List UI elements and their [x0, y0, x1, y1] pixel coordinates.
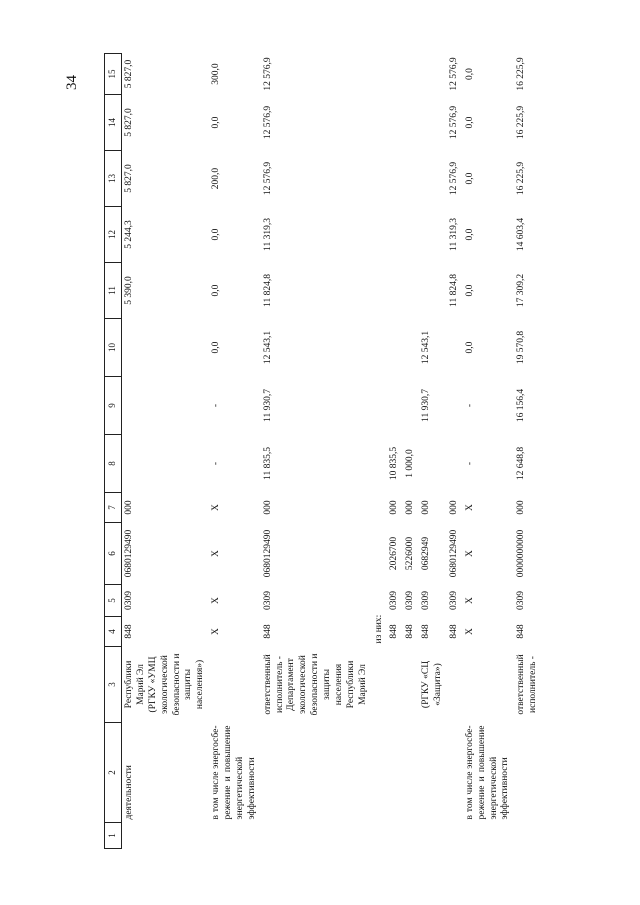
cell-col9: 11 930,7 — [421, 389, 432, 422]
cell-col2 — [261, 723, 372, 823]
cell-col9 — [447, 377, 463, 435]
cell-col4: 848 — [124, 624, 134, 639]
cell-col12 — [372, 207, 388, 263]
column-number-11: 11 — [105, 263, 122, 319]
cell-col6: 5226000 — [405, 536, 416, 571]
cell-col4: 848 — [448, 624, 459, 639]
cell-col13: 5 827,0 — [124, 164, 134, 193]
table-row — [209, 54, 261, 849]
cell-col12: 11 319,3 — [262, 218, 273, 251]
cell-col5: X — [464, 597, 475, 604]
cell-col3 — [387, 647, 403, 723]
cell-col11: 11 824,8 — [262, 274, 273, 307]
cell-col12 — [403, 207, 419, 263]
column-number-6: 6 — [105, 523, 122, 585]
cell-col9: - — [211, 403, 222, 408]
cell-col11 — [419, 263, 447, 319]
cell-col4: 848 — [421, 624, 432, 639]
column-number-9: 9 — [105, 377, 122, 435]
cell-col5: 0309 — [405, 591, 416, 610]
cell-col10 — [447, 319, 463, 377]
cell-col3 — [403, 647, 419, 723]
cell-col11: 17 309,2 — [516, 273, 527, 308]
cell-col2 — [514, 723, 542, 823]
cell-col3 — [463, 647, 515, 723]
column-number-3: 3 — [105, 647, 122, 723]
cell-col5: 0309 — [448, 591, 459, 610]
cell-col8 — [419, 435, 447, 493]
cell-col12: 0,0 — [211, 228, 222, 241]
cell-col6 — [372, 523, 388, 585]
cell-col6: 0680129490 — [448, 529, 459, 578]
cell-col12: 0,0 — [464, 228, 475, 241]
cell-col2 — [419, 723, 447, 823]
cell-col6: 0000000000 — [516, 529, 527, 578]
budget-table — [104, 53, 542, 849]
column-number-10: 10 — [105, 319, 122, 377]
table-row — [447, 54, 463, 849]
column-number-5: 5 — [105, 585, 122, 617]
cell-col15: 16 225,9 — [516, 57, 527, 91]
cell-col2: в том числе энергосбе-режение и повышение энергетической эффективности — [464, 725, 511, 820]
cell-col2 — [372, 723, 388, 823]
cell-col12: 11 319,3 — [448, 218, 459, 251]
cell-col14 — [372, 95, 388, 151]
cell-col9: 11 930,7 — [262, 389, 273, 422]
cell-col5 — [372, 585, 388, 617]
cell-col11: 0,0 — [464, 284, 475, 297]
cell-col8 — [447, 435, 463, 493]
cell-col15 — [403, 54, 419, 95]
cell-col2 — [447, 723, 463, 823]
cell-col8: 1 000,0 — [405, 449, 416, 478]
cell-col5: 0309 — [389, 591, 400, 610]
cell-col5: 0309 — [262, 591, 273, 610]
cell-col15: 300,0 — [211, 63, 222, 85]
cell-col4: из них: — [373, 614, 384, 644]
cell-col6: 0680129490 — [124, 529, 134, 578]
cell-col10: 12 543,1 — [262, 330, 273, 365]
cell-col15: 0,0 — [464, 68, 475, 80]
cell-col10 — [403, 319, 419, 377]
cell-empty — [447, 823, 463, 849]
cell-col11: 0,0 — [211, 284, 222, 297]
cell-col8: - — [211, 461, 222, 466]
cell-col6: 0682949 — [421, 536, 432, 571]
cell-col7: 000 — [262, 500, 273, 515]
cell-empty — [403, 823, 419, 849]
cell-col10: 19 570,8 — [516, 330, 527, 365]
cell-col2: деятельности — [124, 765, 134, 820]
cell-col7 — [372, 493, 388, 523]
column-number-7: 7 — [105, 493, 122, 523]
cell-empty — [514, 823, 542, 849]
cell-col7: X — [464, 504, 475, 511]
cell-col10 — [122, 319, 210, 377]
cell-col15 — [387, 54, 403, 95]
cell-col4: 848 — [262, 624, 273, 639]
column-number-4: 4 — [105, 617, 122, 647]
cell-col13 — [403, 151, 419, 207]
cell-col14: 12 576,9 — [262, 105, 273, 140]
cell-col7: 000 — [124, 500, 134, 515]
rotated-page — [64, 54, 640, 849]
cell-col3: Республики Марий Эл (РГКУ «УМЦ экологической безопасности и защиты населения») — [124, 653, 206, 716]
table-body — [122, 54, 543, 849]
table-row — [122, 54, 210, 849]
cell-col12 — [419, 207, 447, 263]
cell-col9: 16 156,4 — [516, 388, 527, 423]
cell-col11 — [403, 263, 419, 319]
cell-col10 — [387, 319, 403, 377]
column-number-15: 15 — [105, 54, 122, 95]
cell-col8: 10 835,5 — [389, 446, 400, 481]
cell-col9 — [403, 377, 419, 435]
cell-col7: 000 — [448, 500, 459, 515]
cell-empty — [419, 823, 447, 849]
cell-col13: 0,0 — [464, 172, 475, 185]
cell-col13: 12 576,9 — [448, 161, 459, 196]
page-number: 34 — [64, 75, 80, 90]
cell-col3: ответственный исполнитель - — [516, 654, 539, 715]
column-numbers-row — [105, 54, 122, 849]
cell-col7: 000 — [389, 500, 400, 515]
cell-col14: 12 576,9 — [448, 105, 459, 140]
cell-col3 — [372, 647, 388, 723]
cell-col7: 000 — [516, 500, 527, 515]
cell-col10: 12 543,1 — [421, 330, 432, 365]
cell-empty — [372, 823, 388, 849]
cell-col15: 12 576,9 — [262, 57, 273, 91]
cell-col13: 12 576,9 — [262, 161, 273, 196]
cell-col3: (РГКУ «СЦ «Защита») — [421, 660, 443, 709]
cell-col7: X — [211, 504, 222, 511]
cell-col11 — [387, 263, 403, 319]
cell-col4: 848 — [405, 624, 416, 639]
cell-col5: 0309 — [421, 591, 432, 610]
cell-col12: 5 244,3 — [124, 220, 134, 249]
cell-col3: ответственный исполнитель - Департамент экологической безопасности и защиты населения Республики Марий Эл — [262, 653, 368, 716]
cell-col10 — [372, 319, 388, 377]
cell-col6: X — [211, 550, 222, 557]
cell-empty — [387, 823, 403, 849]
cell-col11: 5 390,0 — [124, 276, 134, 305]
cell-col11 — [372, 263, 388, 319]
cell-col8: 12 648,8 — [516, 446, 527, 481]
column-number-8: 8 — [105, 435, 122, 493]
cell-col12 — [387, 207, 403, 263]
cell-col6: 2026700 — [389, 536, 400, 571]
cell-col5: X — [211, 597, 222, 604]
cell-col14: 0,0 — [464, 116, 475, 129]
cell-col4: X — [464, 628, 475, 635]
cell-col3 — [209, 647, 261, 723]
cell-col13: 200,0 — [211, 167, 222, 190]
column-number-14: 14 — [105, 95, 122, 151]
cell-col8: 11 835,5 — [262, 447, 273, 480]
cell-col5: 0309 — [516, 591, 527, 610]
cell-col8: - — [464, 461, 475, 466]
table-row — [372, 54, 388, 849]
cell-col9 — [372, 377, 388, 435]
cell-col14: 0,0 — [211, 116, 222, 129]
cell-empty — [209, 823, 261, 849]
cell-empty — [261, 823, 372, 849]
cell-col14 — [387, 95, 403, 151]
cell-col6: X — [464, 550, 475, 557]
table-row — [403, 54, 419, 849]
cell-col7: 000 — [405, 500, 416, 515]
cell-col15 — [372, 54, 388, 95]
cell-col9 — [122, 377, 210, 435]
cell-col5: 0309 — [124, 591, 134, 610]
column-number-1: 1 — [105, 823, 122, 849]
table-row — [514, 54, 542, 849]
cell-col15: 12 576,9 — [448, 57, 459, 91]
cell-col7: 000 — [421, 500, 432, 515]
cell-col12: 14 603,4 — [516, 217, 527, 252]
cell-col2: в том числе энергосбе-режение и повышение энергетической эффективности — [211, 725, 257, 820]
table-row — [419, 54, 447, 849]
cell-col14 — [403, 95, 419, 151]
cell-col10: 0,0 — [211, 341, 222, 354]
cell-col14: 5 827,0 — [124, 108, 134, 137]
cell-col15 — [419, 54, 447, 95]
cell-col14 — [419, 95, 447, 151]
cell-col11: 11 824,8 — [448, 274, 459, 307]
cell-col13 — [387, 151, 403, 207]
cell-col13 — [419, 151, 447, 207]
cell-col10: 0,0 — [464, 341, 475, 354]
table-row — [261, 54, 372, 849]
cell-col8 — [372, 435, 388, 493]
column-number-12: 12 — [105, 207, 122, 263]
cell-col3 — [447, 647, 463, 723]
cell-col4: 848 — [516, 624, 527, 639]
column-number-2: 2 — [105, 723, 122, 823]
cell-col2 — [387, 723, 403, 823]
cell-col6: 0680129490 — [262, 529, 273, 578]
cell-empty — [463, 823, 515, 849]
cell-col9: - — [464, 403, 475, 408]
cell-col14: 16 225,9 — [516, 105, 527, 140]
cell-col8 — [122, 435, 210, 493]
cell-col4: 848 — [389, 624, 400, 639]
table-row — [387, 54, 403, 849]
cell-col13: 16 225,9 — [516, 161, 527, 196]
column-number-13: 13 — [105, 151, 122, 207]
table-row — [463, 54, 515, 849]
cell-col15: 5 827,0 — [124, 59, 134, 89]
cell-col4: X — [211, 628, 222, 635]
cell-empty — [122, 823, 210, 849]
cell-col2 — [403, 723, 419, 823]
cell-col9 — [387, 377, 403, 435]
cell-col13 — [372, 151, 388, 207]
